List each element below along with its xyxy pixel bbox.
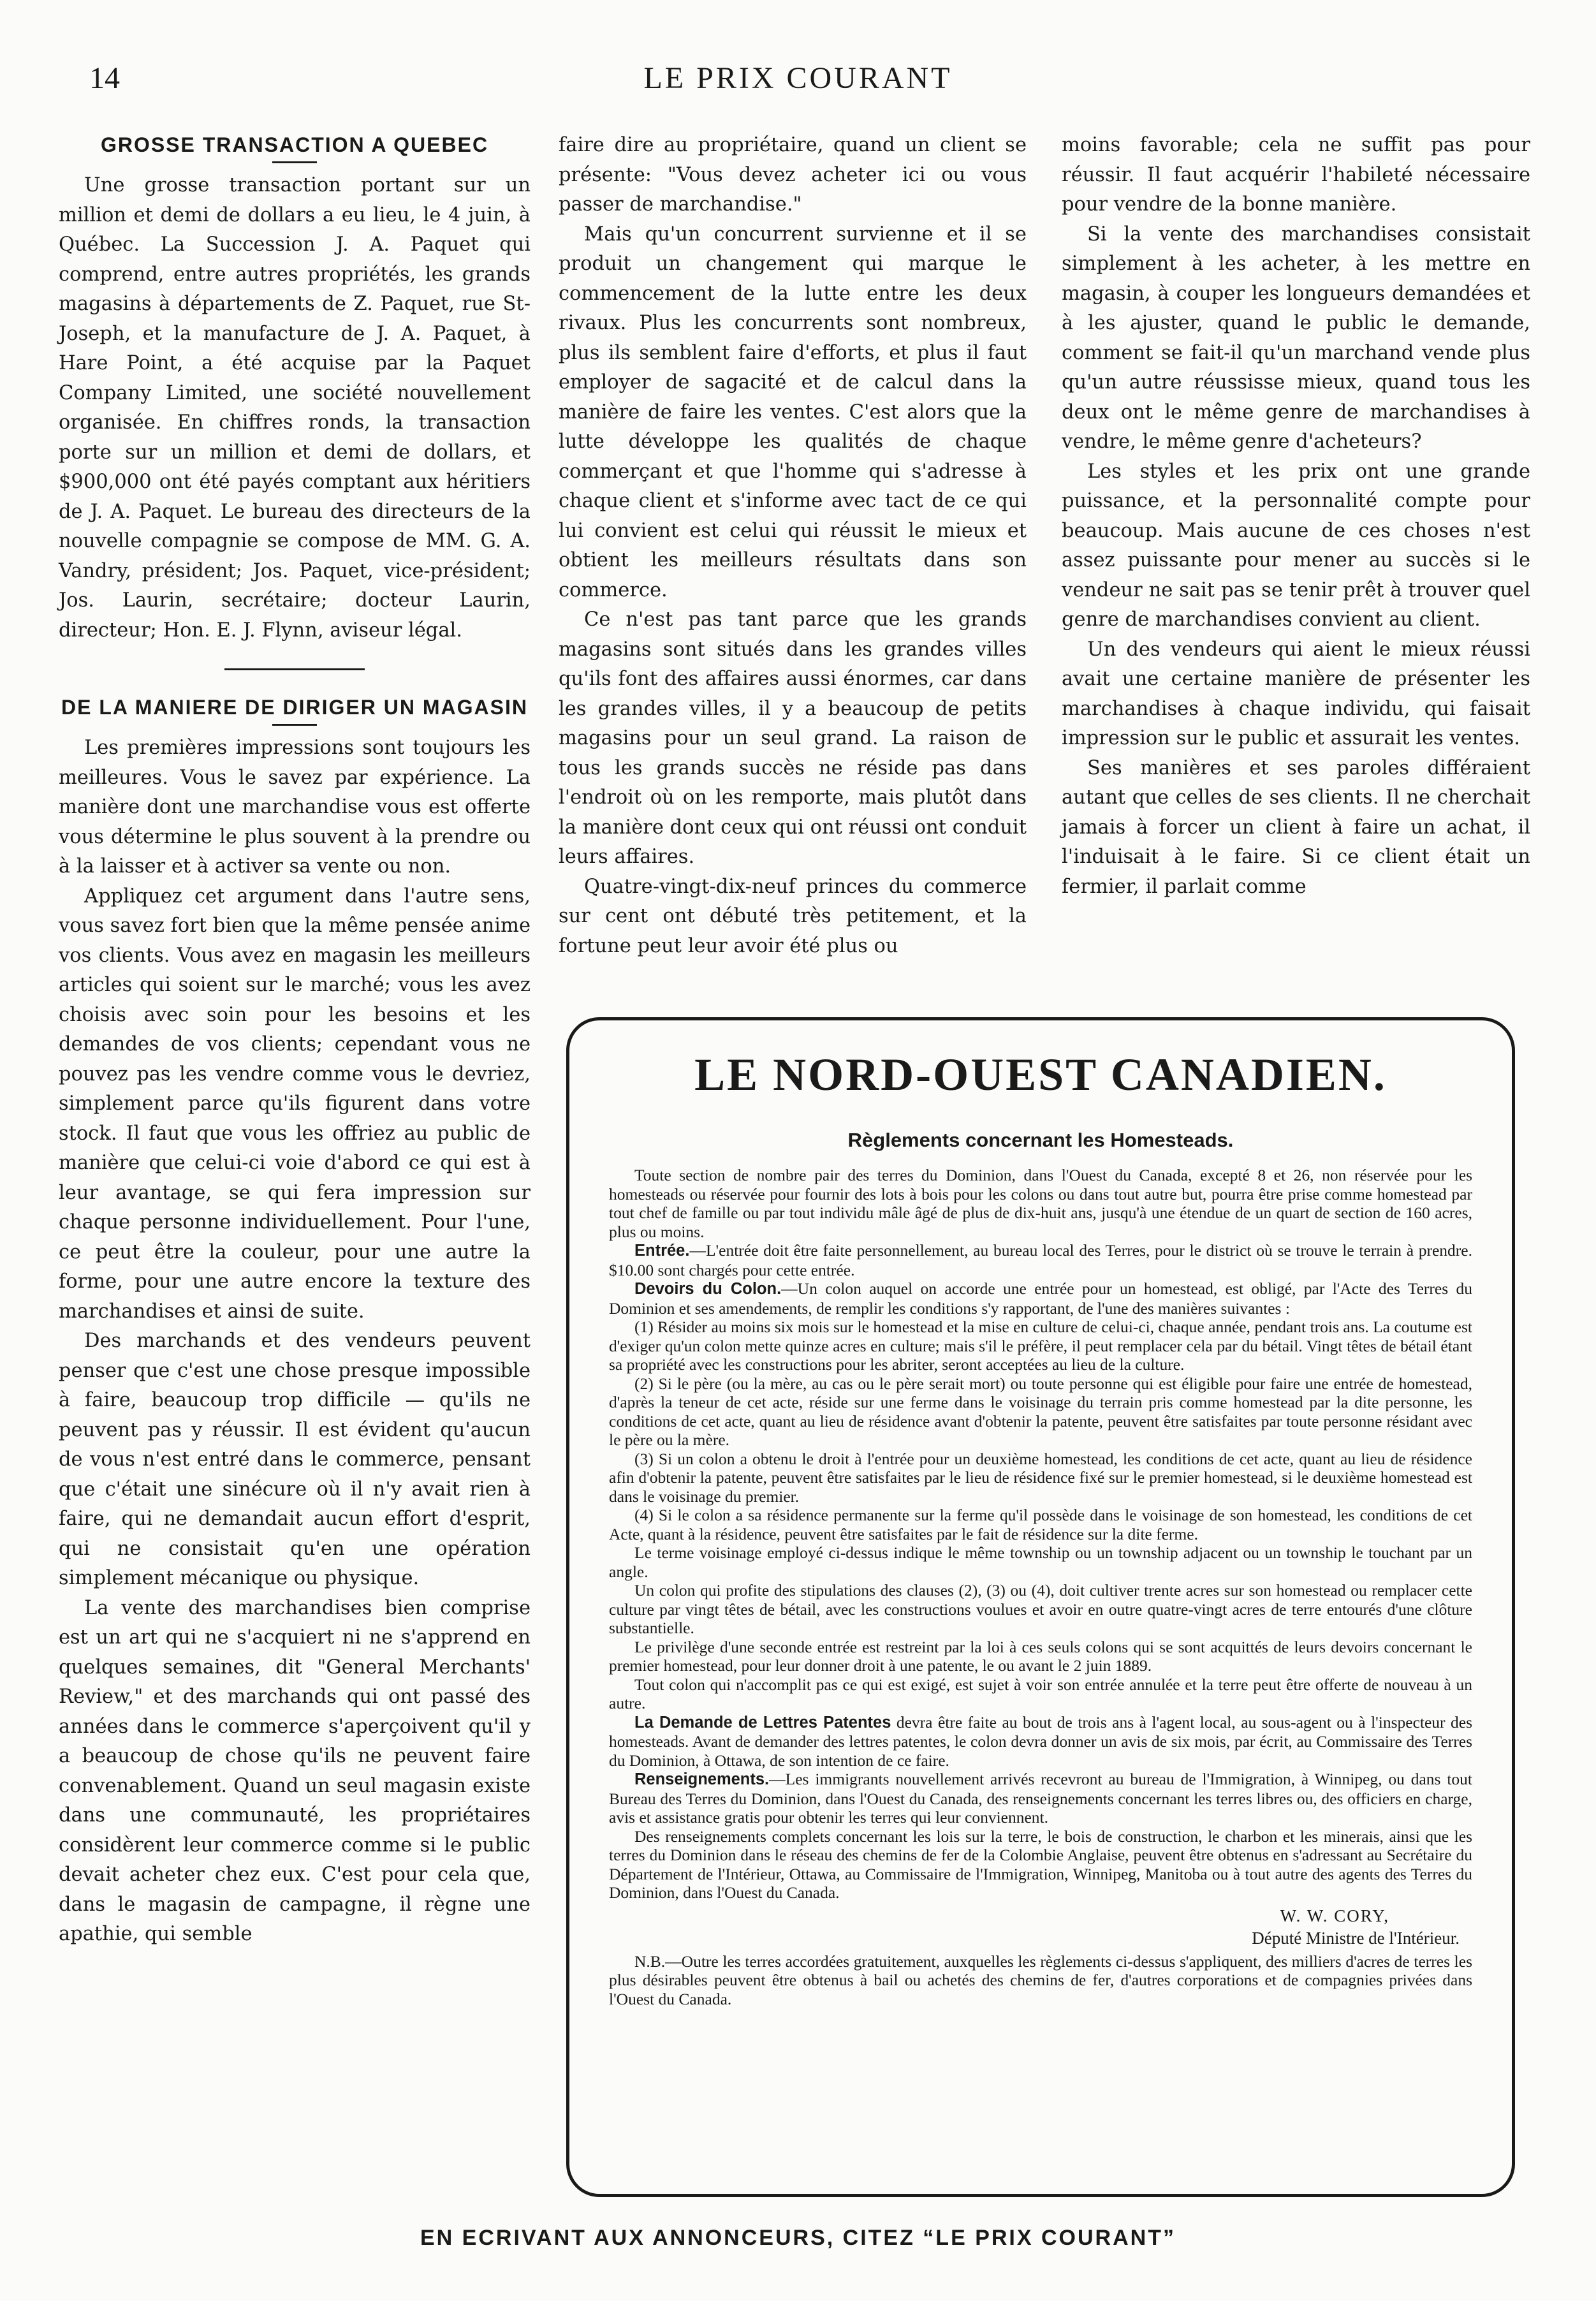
ad-signature: W. W. CORY,: [1280, 1906, 1389, 1925]
article-title-maniere-de-diriger: DE LA MANIERE DE DIRIGER UN MAGASIN: [61, 696, 528, 719]
ad-body: [609, 1166, 1472, 1902]
ad-paragraph: Le terme voisinage employé ci-dessus indique le même township ou un township adjacent ou un township le touchant par un angle.: [609, 1543, 1472, 1581]
ad-lead-entree: Entrée.: [634, 1242, 690, 1260]
article-paragraph: Un des vendeurs qui aient le mieux réussi avait une certaine manière de présenter les marchandises à chaque individu, qui faisait impression sur le public et assurait les ventes.: [1062, 638, 1530, 749]
article-paragraph: La vente des marchandises bien comprise est un art qui ne s'acquiert ni ne s'apprend en quelques semaines, dit "General Merchants' Review," et des marchands qui ont passé des années dans le commerce s'aperçoivent qu'il y a beaucoup de chose qu'ils ne peuvent faire convenablement. Quand un seul magasin existe dans une communauté, les propriétaires considèrent leur commerce comme si le public devait acheter chez eux. C'est pour cela que, dans le magasin de campagne, il règne une apathie, qui semble: [59, 1596, 531, 1945]
article-paragraph: Les premières impressions sont toujours les meilleures. Vous le savez par expérience. La manière dont une marchandise vous est offerte vous détermine le plus souvent à la prendre ou à la laisser et à activer sa vente ou non.: [59, 737, 531, 878]
ad-paragraph-renseignements: [609, 1770, 1472, 1827]
ad-text: devra être faite au bout de trois ans à l'agent local, au sous-agent ou à l'inspecteur des homesteads. Avant de demander des lettres patentes, le colon devra donner un avis de six mois, par écrit, au Commissaire des Terres du Dominion, à Ottawa, de son intention de ce faire.: [609, 1712, 1473, 1770]
ad-paragraph: Des renseignements complets concernant les lois sur la terre, le bois de construction, le charbon et les minerais, ainsi que les terres du Dominion dans le réseau des chemins de fer de la Colombie Anglaise, peuvent être obtenus en s'adressant au Secrétaire du Département de l'Intérieur, Ottawa, au Commissaire de l'Immigration, Winnipeg, Manitoba ou à tout autre des agents des Terres du Dominion, dans l'Ouest du Canada.: [609, 1827, 1472, 1902]
ad-paragraph: Le privilège d'une seconde entrée est restreint par la loi à ces seuls colons qui se sont acquittés de leurs devoirs concernant le premier homestead, pour leur donner droit à une patente, le ou avant le 2 juin 1889.: [609, 1637, 1472, 1675]
footer-notice: EN ECRIVANT AUX ANNONCEURS, CITEZ “LE PRIX COURANT”: [420, 2226, 1176, 2250]
article-paragraph: Des marchands et des vendeurs peuvent penser que c'est une chose presque impossible à faire, beaucoup trop difficile — qu'ils ne peuvent pas y réussir. Il est évident qu'aucun de vous n'est entré dans le commerce, pensant que c'était une sinécure où il n'y avait rien à faire, qui ne demandait aucun effort d'esprit, qui ne consistait qu'en une opération simplement mécanique ou physique.: [59, 1330, 531, 1589]
running-head: LE PRIX COURANT: [643, 61, 953, 95]
ad-paragraph: (1) Résider au moins six mois sur le homestead et la mise en culture de celui-ci, chaque année, pendant trois ans. La coutume est d'exiger qu'un colon mette quinze acres en culture; mais s'il le préfère, il peut remplacer cela par du bétail. Vingt têtes de bétail étant sa propriété avec les constructions pour les abriter, seront acceptées au lieu de la culture.: [609, 1318, 1472, 1374]
article-paragraph: Mais qu'un concurrent survienne et il se produit un changement qui marque le commencement de la lutte entre les deux rivaux. Plus les concurrents sont nombreux, plus ils semblent faire d'efforts, et plus il faut employer de sagacité et de calcul dans la manière de faire les ventes. C'est alors que la lutte développe les qualités de chaque commerçant et que l'homme qui s'adresse à chaque client et s'informe avec tact de ce qui lui convient est celui qui réussit le mieux et obtient les meilleurs résultats dans son commerce.: [559, 223, 1027, 601]
article-paragraph: Si la vente des marchandises consistait simplement à les acheter, à les mettre en magasin, à couper les longueurs demandées et à les ajuster, quand le public le demande, comment se fait-il qu'un marchand vende plus qu'un autre réussisse mieux, quand tous les deux ont le même genre de marchandises à vendre, le même genre d'acheteurs?: [1062, 223, 1530, 453]
ad-text: —L'entrée doit être faite personnellement, au bureau local des Terres, pour le district où se trouve le terrain à prendre. $10.00 sont chargés pour cette entrée.: [609, 1241, 1472, 1279]
ad-paragraph-devoirs: [609, 1279, 1472, 1318]
column-3: [1062, 131, 1530, 902]
ad-lead-devoirs: Devoirs du Colon.: [634, 1280, 782, 1298]
ad-paragraph: Un colon qui profite des stipulations des clauses (2), (3) ou (4), doit cultiver trente acres sur son homestead ou remplacer cette culture par vingt têtes de bétail, avec les constructions voulues et avoir en outre quatre-vingt acres de terre entourés d'une clôture substantielle.: [609, 1581, 1472, 1637]
ad-paragraph: (3) Si un colon a obtenu le droit à l'entrée pour un deuxième homestead, les conditions de cet acte, quant au lieu de résidence afin d'obtenir la patente, peuvent être satisfaites par le lieu de résidence fixé sur le premier homestead, si le deuxième homestead est dans le voisinage du premier.: [609, 1449, 1472, 1506]
advertisement-box: [566, 1017, 1515, 2197]
article-paragraph: Les styles et les prix ont une grande puissance, et la personnalité compte pour beaucoup. Mais aucune de ces choses n'est assez puissante pour mener au succès si le vendeur ne sait pas se tenir prêt à trouver quel genre de marchandises convient au client.: [1062, 460, 1530, 631]
title-rule: [272, 161, 317, 163]
ad-paragraph: Tout colon qui n'accomplit pas ce qui est exigé, est sujet à voir son entrée annulée et la terre peut être offerte de nouveau à un autre.: [609, 1675, 1472, 1712]
column-1: [59, 131, 531, 1950]
ad-nota-bene: [609, 1952, 1472, 2009]
ad-paragraph: Toute section de nombre pair des terres du Dominion, dans l'Ouest du Canada, excepté 8 et 26, non réservée pour les homesteads ou réservée pour fournir des lots à bois pour les colons ou dans tout autre but, pourra être prise comme homestead par tout chef de famille ou par tout individu mâle âgé de plus de dix-huit ans, jusqu'à une étendue de un quart de section de 160 acres, plus ou moins.: [609, 1166, 1472, 1241]
article-paragraph: moins favorable; cela ne suffit pas pour réussir. Il faut acquérir l'habileté nécessaire pour vendre de la bonne manière.: [1062, 134, 1530, 216]
article-paragraph: Ce n'est pas tant parce que les grands magasins sont situés dans les grandes villes qu'ils font des affaires aussi énormes, car dans les grandes villes, il y a beaucoup de petits magasins pour un seul grand. La raison de tous les grands succès ne réside pas dans l'endroit où on les remporte, mais plutôt dans la manière dont ceux qui ont réussi ont conduit leurs affaires.: [559, 608, 1027, 868]
ad-text: —Un colon auquel on accorde une entrée pour un homestead, est obligé, par l'Acte des Terres du Dominion et ses amendements, de remplir les conditions s'y rapportant, de l'une des manières suivantes :: [609, 1279, 1472, 1318]
article-paragraph: Appliquez cet argument dans l'autre sens, vous savez fort bien que la même pensée anime vos clients. Vous avez en magasin les meilleurs articles qui soient sur le marché; vous les avez choisis avec soin pour les besoins et les demandes de vos clients; cependant vous ne pouvez pas les vendre comme vous le devriez, simplement parce qu'ils figurent dans votre stock. Il faut que vous les offriez au public de manière que celui-ci voie d'abord ce qui est à leur avantage, se qui fera impression sur chaque personne individuellement. Pour l'une, ce peut être la couleur, pour une autre la forme, pour une autre encore la texture des marchandises et ainsi de suite.: [59, 885, 531, 1323]
ad-paragraph: (2) Si le père (ou la mère, au cas ou le père serait mort) ou toute personne qui est éligible pour faire une entrée de homestead, d'après la teneur de cet acte, réside sur une ferme dans le voisinage du terrain pris comme homestead par la dite personne, les conditions de cet acte, quant au lieu de résidence avant d'obtenir la patente, peuvent être satisfaites par toute personne résidant avec le père ou la mère.: [609, 1374, 1472, 1449]
ad-paragraph-demande: [609, 1713, 1472, 1770]
ad-signature-title: Député Ministre de l'Intérieur.: [1252, 1928, 1460, 1948]
ad-subtitle: Règlements concernant les Homesteads.: [847, 1129, 1234, 1151]
article-title-grosse-transaction: GROSSE TRANSACTION A QUEBEC: [100, 133, 489, 156]
page-number: 14: [89, 61, 120, 95]
column-2: [559, 131, 1027, 961]
article-paragraph: Quatre-vingt-dix-neuf princes du commerce sur cent ont débuté très petitement, et la fortune peut leur avoir été plus ou: [559, 875, 1027, 957]
article-paragraph: Ses manières et ses paroles différaient autant que celles de ses clients. Il ne cherchait jamais à forcer un client à faire un achat, il l'induisait à le faire. Si ce client était un fermier, il parlait comme: [1062, 756, 1530, 898]
ad-paragraph-entree: [609, 1241, 1472, 1279]
title-rule: [272, 724, 317, 726]
article-paragraph: Une grosse transaction portant sur un million et demi de dollars a eu lieu, le 4 juin, à Québec. La Succession J. A. Paquet qui comprend, entre autres propriétés, les grands magasins à départements de Z. Paquet, rue St-Joseph, et la manufacture de J. A. Paquet, à Hare Point, a été acquise par la Paquet Company Limited, une société nouvellement organisée. En chiffres ronds, la transaction porte sur un million et demi de dollars, et $900,000 ont été payés comptant aux héritiers de J. A. Paquet. Le bureau des directeurs de la nouvelle compagnie se compose de MM. G. A. Vandry, président; Jos. Paquet, vice-président; Jos. Laurin, secrétaire; docteur Laurin, directeur; Hon. E. J. Flynn, aviseur légal.: [59, 174, 531, 642]
article-paragraph: faire dire au propriétaire, quand un client se présente: "Vous devez acheter ici ou vous passer de marchandise.": [559, 134, 1027, 216]
ad-lead-demande: La Demande de Lettres Patentes: [634, 1713, 891, 1731]
ad-title: LE NORD-OUEST CANADIEN.: [694, 1049, 1387, 1100]
ad-lead-renseignements: Renseignements.: [634, 1770, 770, 1788]
ad-paragraph: N.B.—Outre les terres accordées gratuitement, auxquelles les règlements ci-dessus s'appliquent, des milliers d'acres de terres les plus désirables peuvent être obtenus à bail ou achetés des chemins de fer, d'autres corporations et de compagnies privées dans l'Ouest du Canada.: [609, 1952, 1472, 2008]
ad-text: —Les immigrants nouvellement arrivés recevront au bureau de l'Immigration, à Winnipeg, ou dans tout Bureau des Terres du Dominion, dans l'Ouest du Canada, des renseignements concernant les terres libres ou, des officiers en charge, avis et assistance gratis pour obtenir les terres qui leur conviennent.: [609, 1770, 1472, 1827]
ad-paragraph: (4) Si le colon a sa résidence permanente sur la ferme qu'il possède dans le voisinage de son homestead, les conditions de cet Acte, quant à la résidence, peuvent être satisfaites par le fait de résidence sur la dite ferme.: [609, 1506, 1472, 1543]
article-separator: [224, 668, 365, 670]
